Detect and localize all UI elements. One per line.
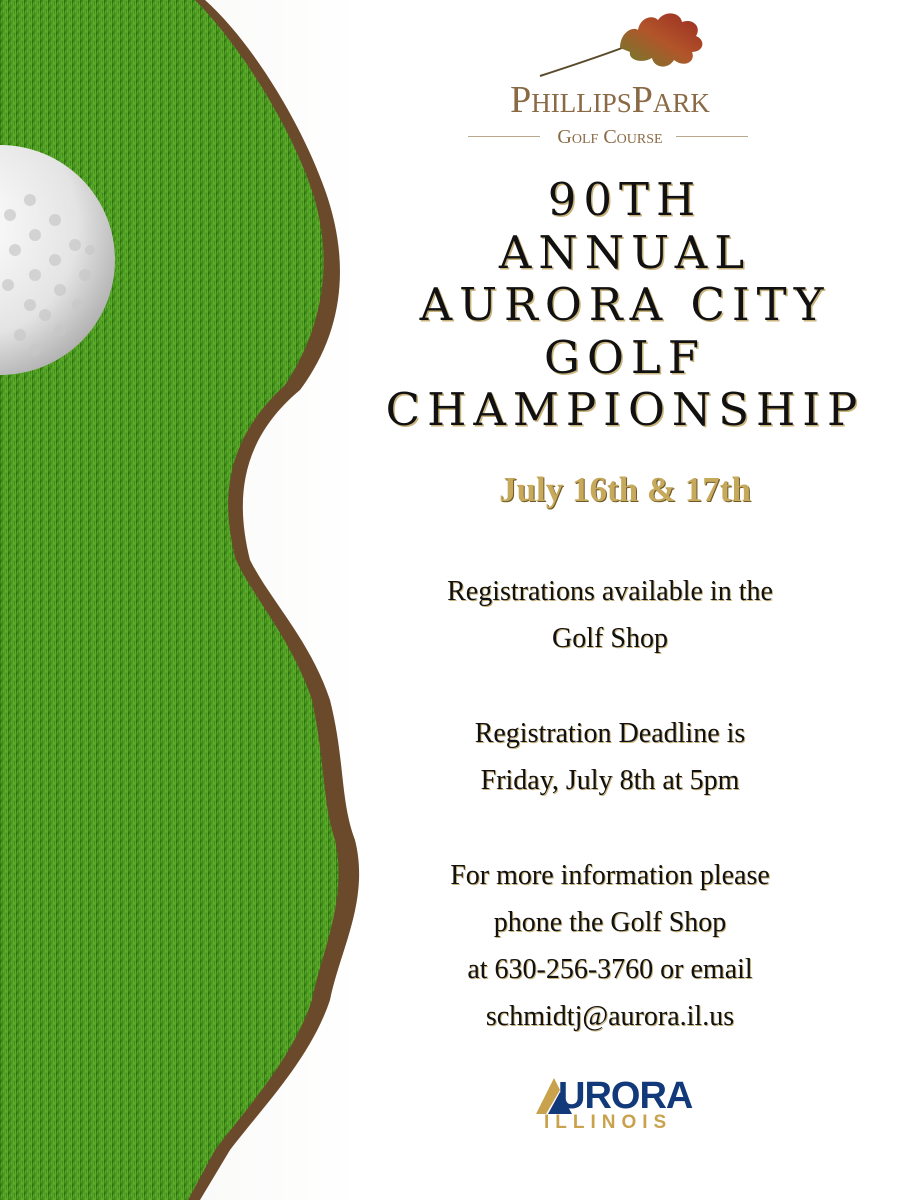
- deadline-line: Registration Deadline is: [474, 718, 746, 749]
- title-line: 90TH: [547, 173, 703, 226]
- contact-info: [360, 852, 860, 1040]
- aurora-illinois-logo: [530, 1070, 693, 1140]
- logo-subtitle: Golf Course: [557, 126, 663, 148]
- title-line: GOLF: [544, 330, 706, 384]
- contact-email-line: schmidtj@aurora.il.us: [485, 1001, 735, 1032]
- title-line: CHAMPIONSHIP: [385, 383, 865, 436]
- logo-rule-right: [676, 136, 748, 137]
- flyer-content: [360, 0, 890, 1200]
- event-dates: July 16th & 17th: [499, 470, 751, 509]
- grass-illustration: [0, 0, 380, 1200]
- registration-line: Golf Shop: [552, 623, 668, 654]
- aurora-word: URORA: [558, 1075, 693, 1117]
- contact-line: phone the Golf Shop: [493, 907, 727, 938]
- aurora-state: ILLINOIS: [544, 1112, 673, 1133]
- event-title: [360, 174, 890, 437]
- registration-line: Registrations available in the: [447, 576, 773, 607]
- contact-line: For more information please: [450, 860, 770, 891]
- registration-info: [360, 568, 860, 662]
- phillips-park-logo: [460, 8, 760, 148]
- title-line: AURORA CITY: [419, 278, 831, 331]
- contact-phone-line: at 630-256-3760 or email: [467, 954, 753, 985]
- oak-leaf-icon: [460, 8, 760, 83]
- title-line: ANNUAL: [498, 225, 752, 279]
- logo-name: PhillipsPark: [510, 79, 710, 121]
- deadline-info: [360, 710, 860, 804]
- deadline-line: Friday, July 8th at 5pm: [480, 765, 740, 796]
